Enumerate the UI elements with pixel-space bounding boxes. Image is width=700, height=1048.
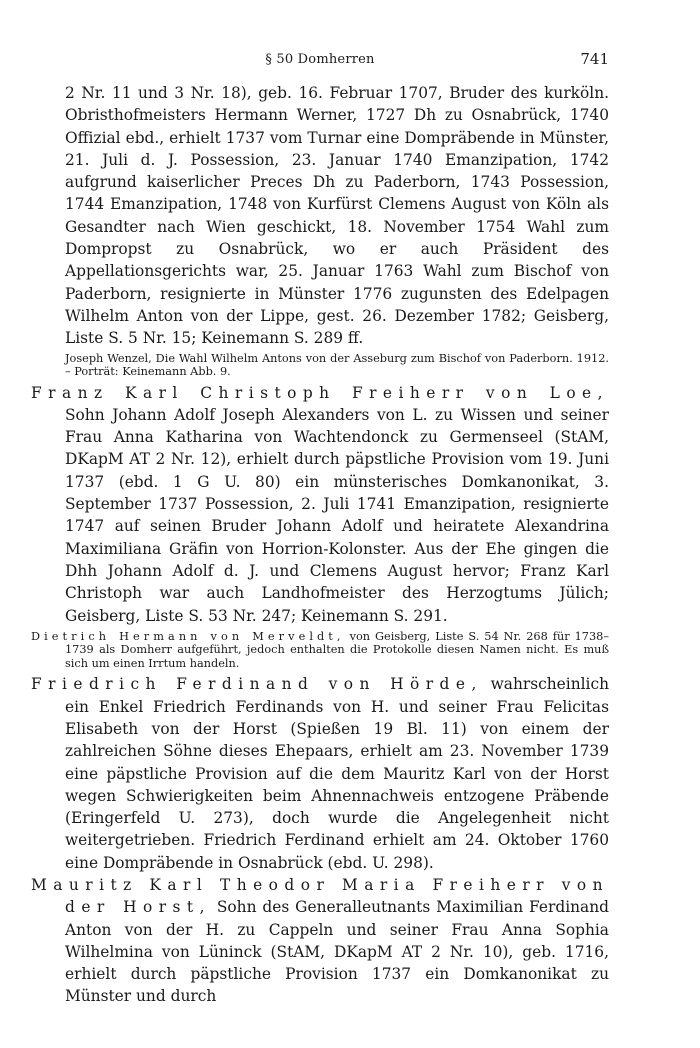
entry-name: Mauritz Karl Theodor Maria Freiherr von der Horst, (31, 876, 609, 917)
entry-text: wahrscheinlich ein Enkel Friedrich Ferdinands von H. und seiner Frau Felicitas Elisabeth von der Horst (Spießen 19 Bl. 11) von einem der zahlreichen Söhne dieses Ehepaars, erhielt am 23. November 1739 eine päpstliche Provision auf die dem Mauritz Karl von der Horst wegen Schwierigkeiten beim Ahnennachweis entzogene Präbende (Eringerfeld U. 273), doch wurde die Angelegenheit nicht weitergetrieben. Friedrich Ferdinand erhielt am 24. Oktober 1760 eine Dompräbende in Osnabrück (ebd. U. 298). (65, 675, 609, 872)
page-body (31, 82, 609, 1008)
running-head (31, 52, 609, 72)
entry-text: Sohn Johann Adolf Joseph Alexanders von L. zu Wissen und seiner Frau Anna Katharina von Wachtendonck zu Germenseel (StAM, DKapM AT 2 Nr. 12), erhielt durch päpstliche Provision vom 19. Juni 1737 (ebd. 1 G U. 80) ein münsterisches Domkanonikat, 3. September 1737 Possession, 2. Juli 1741 Emanzipation, resignierte 1747 auf seinen Bruder Johann Adolf und heiratete Alexandrina Maximiliana Gräfin von Horrion-Kolonster. Aus der Ehe gingen die Dhh Johann Adolf d. J. und Clemens August hervor; Franz Karl Christoph war auch Landhofmeister des Herzogtums Jülich; Geisberg, Liste S. 53 Nr. 247; Keinemann S. 291. (65, 405, 609, 625)
entry-text: Sohn des Generalleutnants Maximilian Ferdinand Anton von der H. zu Cappeln und seiner Frau Anna Sophia Wilhelmina von Lüninck (StAM, DKapM AT 2 Nr. 10), geb. 1716, erhielt durch päpstliche Provision 1737 ein Domkanonikat zu Münster und durch (65, 898, 609, 1006)
entry-dietrich-hermann-von-merveldt (31, 630, 609, 671)
entry-name: Dietrich Hermann von Merveldt, (31, 629, 345, 643)
entry-text: von Geisberg, Liste S. 54 Nr. 268 für 1738–1739 als Domherr aufgeführt, jedoch enthalten die Protokolle diesen Namen nicht. Es muß sich um einen Irrtum handeln. (65, 629, 609, 670)
entry-franz-karl-christoph-von-loe (31, 382, 609, 627)
entry-name: Friedrich Ferdinand von Hörde, (31, 675, 483, 694)
entry-text: 2 Nr. 11 und 3 Nr. 18), geb. 16. Februar 1707, Bruder des kurköln. Obristhofmeisters Hermann Werner, 1727 Dh zu Osnabrück, 1740 Offizial ebd., erhielt 1737 vom Turnar eine Dompräbende in Münster, 21. Juli d. J. Possession, 23. Januar 1740 Emanzipation, 1742 aufgrund kaiserlicher Preces Dh zu Paderborn, 1743 Possession, 1744 Emanzipation, 1748 von Kurfürst Clemens August von Köln als Gesandter nach Wien geschickt, 18. November 1754 Wahl zum Dompropst zu Osnabrück, wo er auch Präsident des Appellationsgerichts war, 25. Januar 1763 Wahl zum Bischof von Paderborn, resignierte in Münster 1776 zugunsten des Edelpagen Wilhelm Anton von der Lippe, gest. 26. Dezember 1782; Geisberg, Liste S. 5 Nr. 15; Keinemann S. 289 ff. (65, 84, 609, 348)
running-title: § 50 Domherren (265, 52, 375, 67)
entry-friedrich-ferdinand-von-hoerde (31, 673, 609, 874)
entry-mauritz-karl-theodor-von-der-horst (31, 874, 609, 1008)
entry-note: Joseph Wenzel, Die Wahl Wilhelm Antons von der Asseburg zum Bischof von Paderborn. 1912. – Porträt: Keinemann Abb. 9. (65, 351, 609, 379)
entry-continuation (31, 82, 609, 350)
page-number: 741 (580, 50, 609, 68)
entry-name: Franz Karl Christoph Freiherr von Loe, (31, 383, 609, 402)
